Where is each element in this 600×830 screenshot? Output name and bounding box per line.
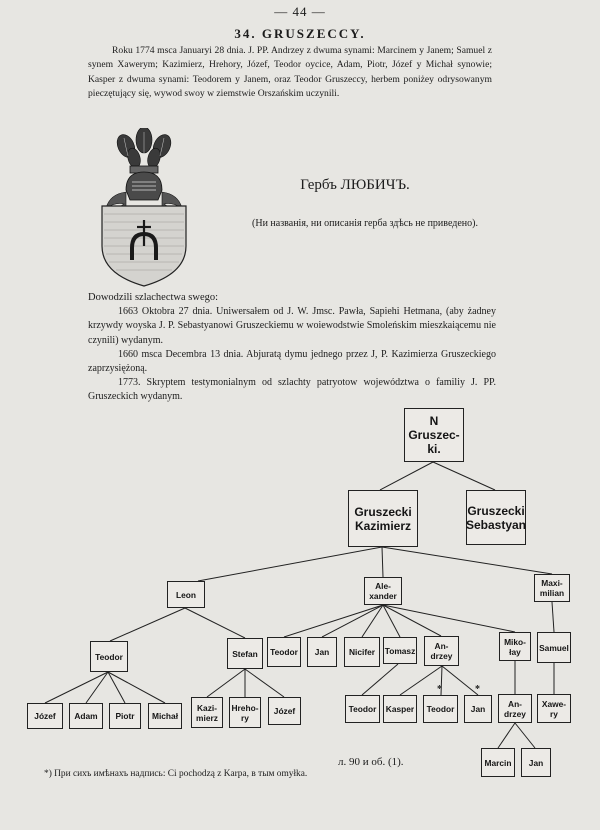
tree-node-marcin: Marcin — [481, 748, 515, 777]
tree-node-kasper: Kasper — [383, 695, 417, 723]
tree-node-root: N Gruszec- ki. — [404, 408, 464, 462]
footnote-marker: * — [475, 684, 480, 695]
tree-node-maximilian: Maxi- milian — [534, 574, 570, 602]
tree-node-piotr: Piotr — [109, 703, 141, 729]
tree-node-andrzey: An- drzey — [424, 636, 459, 666]
tree-node-tomasz: Tomasz — [383, 637, 417, 664]
footnote-marker: * — [437, 684, 442, 695]
tree-node-michal: Michał — [148, 703, 182, 729]
tree-node-hrehory: Hreho- ry — [229, 697, 261, 728]
intro-text: Roku 1774 msca Januaryi 28 dnia. J. PP. Andrzey z dwuma synami: Marcinem y Janem; Samuel z synem Xawerym; Kazimierz, Hrehory, Józef, Teodor oycice, Adam, Piotr, Józef y Michał synowie; Kasper z dwuma synami: Teodorem y Janem, oraz Teodor Gruszecсy, herbem poniżey odrysowanym pieczętujący się, wywod swoy w ziemstwie Orszańskim uczynili. — [88, 45, 492, 99]
tree-node-teodor: Teodor — [423, 695, 458, 723]
tree-node-samuel: Samuel — [537, 632, 571, 663]
tree-node-andrzey: An- drzey — [498, 694, 532, 723]
tree-node-mikolay: Miko- łay — [499, 632, 531, 661]
evidence-lead: Dowodzili szlachectwa swego: — [88, 292, 219, 303]
tree-node-teodor: Teodor — [90, 641, 128, 672]
evidence-paragraph: 1773. Skryptem testymonialnym od szlachty patryotow województwa o familiy J. PP. Gruszeckich wydanym. — [88, 377, 496, 403]
evidence-paragraph: 1660 msca Decembra 13 dnia. Abjuratą dymu jednego przez J, P. Kazimierza Gruszeckiego zaprzysiężoną. — [88, 348, 496, 375]
tree-node-nicifer: Nicifer — [344, 637, 380, 667]
tree-node-teodor: Teodor — [267, 637, 301, 667]
tree-node-stefan: Stefan — [227, 638, 263, 669]
evidence-paragraph: 1663 Oktobra 27 dnia. Uniwersałem od J. W. Jmsc. Pawła, Sapiehi Hetmana, (aby żadney krzywdy woyska J. P. Sebastyanowi Gruszeckiemu w woiewodstwie Smoleńskim mieszkaiącemu nie czynili) wydanym. — [88, 306, 496, 346]
tree-node-xawery: Xawe- ry — [537, 694, 571, 723]
tree-node-sebastyan: Gruszecki Sebastyan — [466, 490, 526, 545]
tree-node-jan: Jan — [307, 637, 337, 667]
tree-node-teodor: Teodor — [345, 695, 380, 723]
coat-of-arms-note: (Ни названія, ни описанія герба здѣсь не приведено). — [252, 218, 478, 229]
tree-node-jan: Jan — [464, 695, 492, 723]
section-heading: 34. GRUSZECCY. — [234, 26, 366, 41]
tree-node-kazimierz-son: Kazi- mierz — [191, 697, 223, 728]
tree-node-jan: Jan — [521, 748, 551, 777]
tree-node-kazimierz: Gruszecki Kazimierz — [348, 490, 418, 547]
tree-node-adam: Adam — [69, 703, 103, 729]
folio-reference: л. 90 и об. (1). — [338, 756, 404, 768]
tree-node-jozef: Józef — [268, 697, 301, 725]
tree-node-leon: Leon — [167, 581, 205, 608]
page-number: — 44 — — [274, 4, 326, 19]
tree-node-jozef: Józef — [27, 703, 63, 729]
coat-of-arms-title: Гербъ ЛЮБИЧЪ. — [300, 177, 410, 193]
footnote: *) При сихъ имѣнахъ надпись: Ci pochodzą z Karpa, в тым omyłka. — [44, 769, 308, 779]
tree-node-alexander: Ale- xander — [364, 577, 402, 605]
